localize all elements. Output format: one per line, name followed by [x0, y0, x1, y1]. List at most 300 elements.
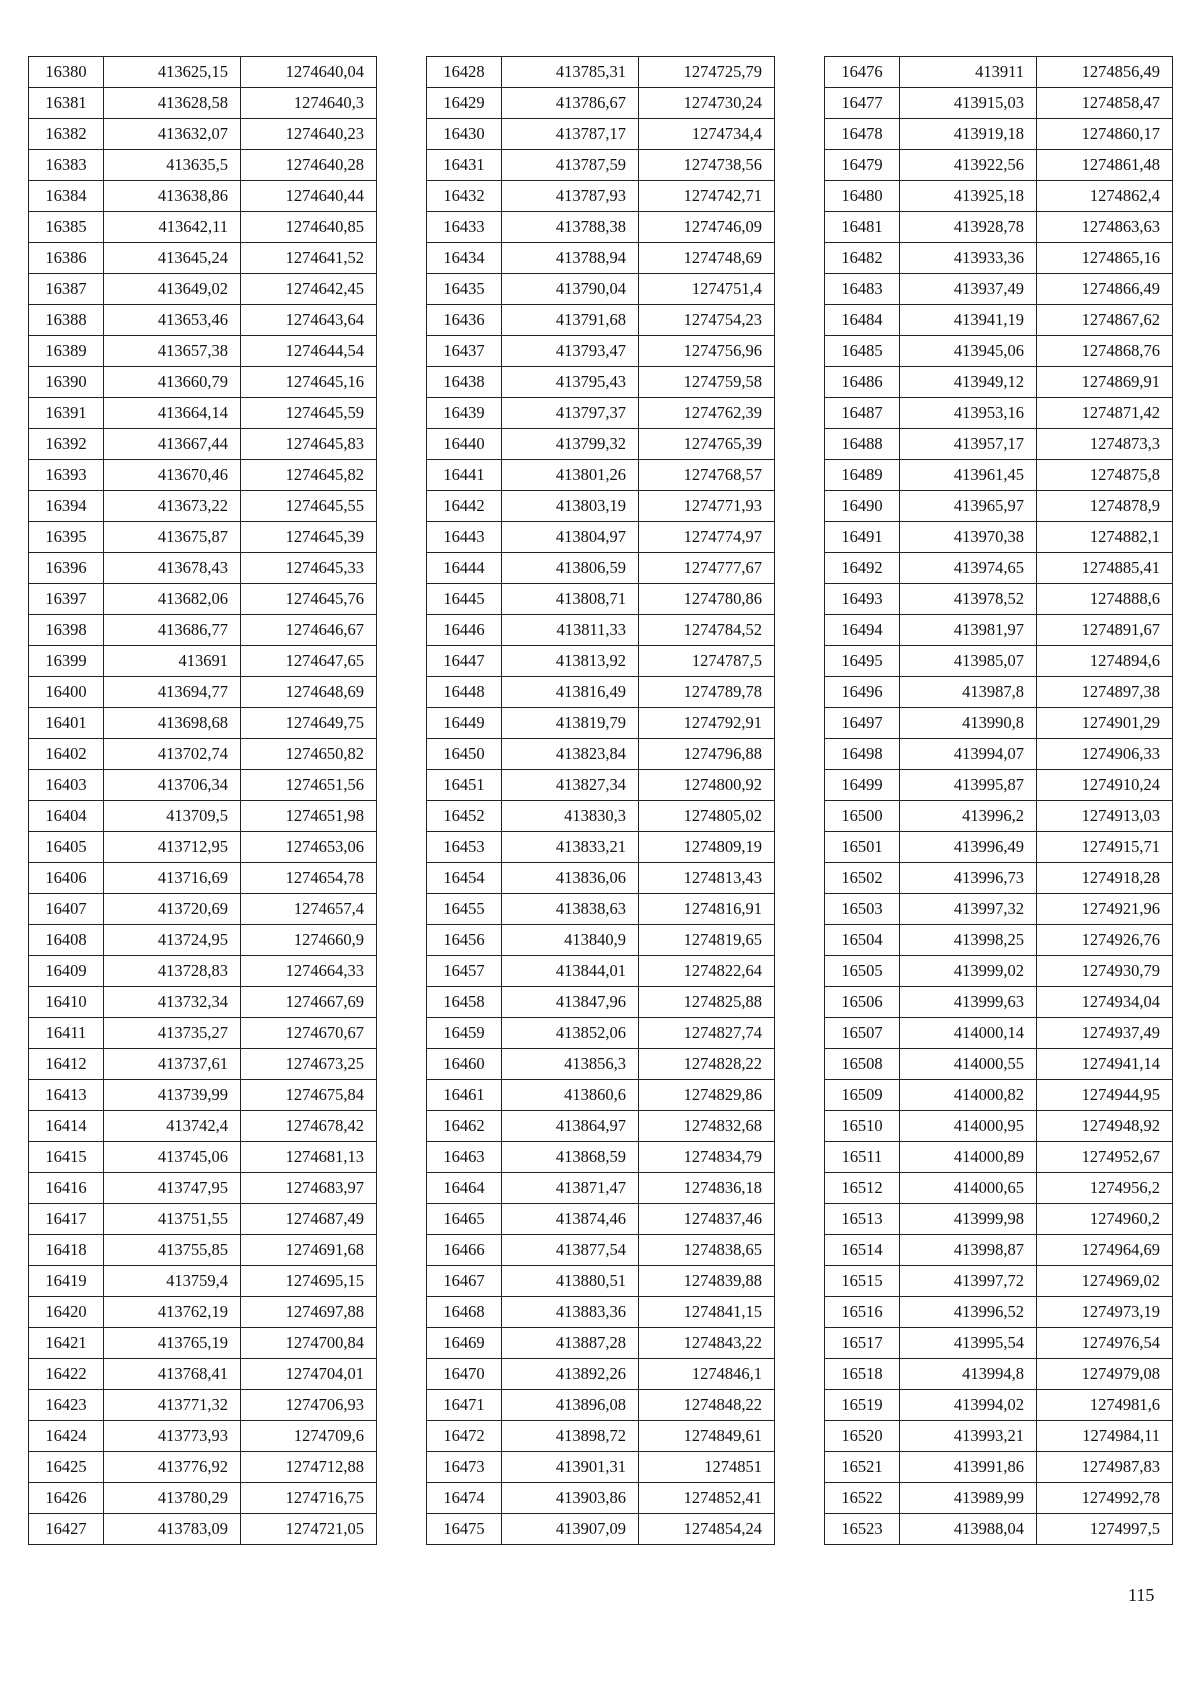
- y-coordinate-cell: 1274683,97: [241, 1173, 377, 1204]
- point-number-cell: 16431: [427, 150, 502, 181]
- x-coordinate-cell: 413892,26: [502, 1359, 639, 1390]
- point-number-cell: 16478: [825, 119, 900, 150]
- point-number-cell: 16395: [29, 522, 104, 553]
- x-coordinate-cell: 413691: [104, 646, 241, 677]
- x-coordinate-cell: 413868,59: [502, 1142, 639, 1173]
- table-row: [29, 460, 377, 491]
- point-number-cell: 16446: [427, 615, 502, 646]
- table-row: [825, 832, 1173, 863]
- table-row: [825, 150, 1173, 181]
- point-number-cell: 16421: [29, 1328, 104, 1359]
- table-row: [427, 398, 775, 429]
- point-number-cell: 16473: [427, 1452, 502, 1483]
- table-row: [29, 367, 377, 398]
- table-row: [29, 1483, 377, 1514]
- table-row: [29, 212, 377, 243]
- point-number-cell: 16498: [825, 739, 900, 770]
- x-coordinate-cell: 413996,2: [900, 801, 1037, 832]
- x-coordinate-cell: 413995,54: [900, 1328, 1037, 1359]
- x-coordinate-cell: 413991,86: [900, 1452, 1037, 1483]
- y-coordinate-cell: 1274871,42: [1037, 398, 1173, 429]
- x-coordinate-cell: 413993,21: [900, 1421, 1037, 1452]
- table-row: [825, 1111, 1173, 1142]
- y-coordinate-cell: 1274645,39: [241, 522, 377, 553]
- table-row: [29, 925, 377, 956]
- point-number-cell: 16517: [825, 1328, 900, 1359]
- x-coordinate-cell: 413998,25: [900, 925, 1037, 956]
- y-coordinate-cell: 1274742,71: [639, 181, 775, 212]
- x-coordinate-cell: 413987,8: [900, 677, 1037, 708]
- x-coordinate-cell: 413903,86: [502, 1483, 639, 1514]
- point-number-cell: 16422: [29, 1359, 104, 1390]
- table-row: [29, 1049, 377, 1080]
- table-row: [825, 429, 1173, 460]
- x-coordinate-cell: 413823,84: [502, 739, 639, 770]
- x-coordinate-cell: 413771,32: [104, 1390, 241, 1421]
- y-coordinate-cell: 1274756,96: [639, 336, 775, 367]
- point-number-cell: 16482: [825, 243, 900, 274]
- x-coordinate-cell: 413864,97: [502, 1111, 639, 1142]
- x-coordinate-cell: 413997,32: [900, 894, 1037, 925]
- x-coordinate-cell: 413911: [900, 57, 1037, 88]
- x-coordinate-cell: 413755,85: [104, 1235, 241, 1266]
- y-coordinate-cell: 1274934,04: [1037, 987, 1173, 1018]
- x-coordinate-cell: 413694,77: [104, 677, 241, 708]
- table-row: [29, 1514, 377, 1545]
- x-coordinate-cell: 413860,6: [502, 1080, 639, 1111]
- y-coordinate-cell: 1274891,67: [1037, 615, 1173, 646]
- x-coordinate-cell: 413990,8: [900, 708, 1037, 739]
- table-row: [825, 1080, 1173, 1111]
- point-number-cell: 16479: [825, 150, 900, 181]
- y-coordinate-cell: 1274822,64: [639, 956, 775, 987]
- point-number-cell: 16455: [427, 894, 502, 925]
- point-number-cell: 16470: [427, 1359, 502, 1390]
- y-coordinate-cell: 1274839,88: [639, 1266, 775, 1297]
- x-coordinate-cell: 413937,49: [900, 274, 1037, 305]
- x-coordinate-cell: 413838,63: [502, 894, 639, 925]
- y-coordinate-cell: 1274984,11: [1037, 1421, 1173, 1452]
- point-number-cell: 16467: [427, 1266, 502, 1297]
- x-coordinate-cell: 413702,74: [104, 739, 241, 770]
- point-number-cell: 16405: [29, 832, 104, 863]
- table-row: [825, 491, 1173, 522]
- point-number-cell: 16402: [29, 739, 104, 770]
- point-number-cell: 16383: [29, 150, 104, 181]
- y-coordinate-cell: 1274796,88: [639, 739, 775, 770]
- point-number-cell: 16430: [427, 119, 502, 150]
- table-row: [427, 1049, 775, 1080]
- x-coordinate-cell: 413745,06: [104, 1142, 241, 1173]
- point-number-cell: 16488: [825, 429, 900, 460]
- x-coordinate-cell: 413664,14: [104, 398, 241, 429]
- y-coordinate-cell: 1274832,68: [639, 1111, 775, 1142]
- x-coordinate-cell: 413915,03: [900, 88, 1037, 119]
- y-coordinate-cell: 1274987,83: [1037, 1452, 1173, 1483]
- y-coordinate-cell: 1274878,9: [1037, 491, 1173, 522]
- y-coordinate-cell: 1274645,76: [241, 584, 377, 615]
- table-row: [29, 150, 377, 181]
- point-number-cell: 16461: [427, 1080, 502, 1111]
- table-row: [29, 1452, 377, 1483]
- point-number-cell: 16505: [825, 956, 900, 987]
- table-row: [825, 1204, 1173, 1235]
- y-coordinate-cell: 1274901,29: [1037, 708, 1173, 739]
- x-coordinate-cell: 413698,68: [104, 708, 241, 739]
- y-coordinate-cell: 1274948,92: [1037, 1111, 1173, 1142]
- point-number-cell: 16403: [29, 770, 104, 801]
- point-number-cell: 16404: [29, 801, 104, 832]
- table-row: [427, 1421, 775, 1452]
- y-coordinate-cell: 1274941,14: [1037, 1049, 1173, 1080]
- point-number-cell: 16401: [29, 708, 104, 739]
- page-number: 115: [1128, 1585, 1155, 1605]
- y-coordinate-cell: 1274730,24: [639, 88, 775, 119]
- x-coordinate-cell: 413712,95: [104, 832, 241, 863]
- y-coordinate-cell: 1274721,05: [241, 1514, 377, 1545]
- point-number-cell: 16475: [427, 1514, 502, 1545]
- x-coordinate-cell: 413919,18: [900, 119, 1037, 150]
- table-row: [427, 1235, 775, 1266]
- table-row: [825, 1173, 1173, 1204]
- x-coordinate-cell: 413941,19: [900, 305, 1037, 336]
- table-row: [29, 1359, 377, 1390]
- table-row: [825, 739, 1173, 770]
- table-row: [427, 429, 775, 460]
- y-coordinate-cell: 1274894,6: [1037, 646, 1173, 677]
- y-coordinate-cell: 1274738,56: [639, 150, 775, 181]
- x-coordinate-cell: 413735,27: [104, 1018, 241, 1049]
- table-row: [825, 1142, 1173, 1173]
- x-coordinate-cell: 413833,21: [502, 832, 639, 863]
- table-row: [427, 1359, 775, 1390]
- x-coordinate-cell: 413628,58: [104, 88, 241, 119]
- point-number-cell: 16437: [427, 336, 502, 367]
- y-coordinate-cell: 1274704,01: [241, 1359, 377, 1390]
- x-coordinate-cell: 413836,06: [502, 863, 639, 894]
- table-body: [825, 57, 1173, 1545]
- y-coordinate-cell: 1274712,88: [241, 1452, 377, 1483]
- table-row: [825, 1297, 1173, 1328]
- y-coordinate-cell: 1274992,78: [1037, 1483, 1173, 1514]
- table-row: [825, 863, 1173, 894]
- x-coordinate-cell: 413871,47: [502, 1173, 639, 1204]
- point-number-cell: 16504: [825, 925, 900, 956]
- table-row: [427, 1390, 775, 1421]
- x-coordinate-cell: 413751,55: [104, 1204, 241, 1235]
- point-number-cell: 16417: [29, 1204, 104, 1235]
- table-row: [427, 553, 775, 584]
- x-coordinate-cell: 413675,87: [104, 522, 241, 553]
- table-row: [825, 88, 1173, 119]
- table-row: [427, 274, 775, 305]
- point-number-cell: 16381: [29, 88, 104, 119]
- y-coordinate-cell: 1274675,84: [241, 1080, 377, 1111]
- table-row: [427, 1080, 775, 1111]
- point-number-cell: 16481: [825, 212, 900, 243]
- point-number-cell: 16424: [29, 1421, 104, 1452]
- point-number-cell: 16501: [825, 832, 900, 863]
- x-coordinate-cell: 414000,55: [900, 1049, 1037, 1080]
- table-row: [427, 522, 775, 553]
- point-number-cell: 16444: [427, 553, 502, 584]
- y-coordinate-cell: 1274851: [639, 1452, 775, 1483]
- x-coordinate-cell: 413933,36: [900, 243, 1037, 274]
- point-number-cell: 16506: [825, 987, 900, 1018]
- y-coordinate-cell: 1274748,69: [639, 243, 775, 274]
- table-row: [825, 956, 1173, 987]
- point-number-cell: 16433: [427, 212, 502, 243]
- x-coordinate-cell: 413635,5: [104, 150, 241, 181]
- point-number-cell: 16523: [825, 1514, 900, 1545]
- y-coordinate-cell: 1274829,86: [639, 1080, 775, 1111]
- point-number-cell: 16463: [427, 1142, 502, 1173]
- table-row: [825, 987, 1173, 1018]
- x-coordinate-cell: 413957,17: [900, 429, 1037, 460]
- point-number-cell: 16477: [825, 88, 900, 119]
- y-coordinate-cell: 1274888,6: [1037, 584, 1173, 615]
- y-coordinate-cell: 1274645,82: [241, 460, 377, 491]
- y-coordinate-cell: 1274746,09: [639, 212, 775, 243]
- table-row: [825, 243, 1173, 274]
- table-row: [825, 460, 1173, 491]
- y-coordinate-cell: 1274765,39: [639, 429, 775, 460]
- y-coordinate-cell: 1274645,83: [241, 429, 377, 460]
- x-coordinate-cell: 413786,67: [502, 88, 639, 119]
- point-number-cell: 16393: [29, 460, 104, 491]
- y-coordinate-cell: 1274653,06: [241, 832, 377, 863]
- point-number-cell: 16426: [29, 1483, 104, 1514]
- table-row: [29, 181, 377, 212]
- table-row: [427, 336, 775, 367]
- table-row: [825, 336, 1173, 367]
- table-row: [427, 677, 775, 708]
- y-coordinate-cell: 1274861,48: [1037, 150, 1173, 181]
- x-coordinate-cell: 413840,9: [502, 925, 639, 956]
- point-number-cell: 16432: [427, 181, 502, 212]
- point-number-cell: 16492: [825, 553, 900, 584]
- point-number-cell: 16457: [427, 956, 502, 987]
- y-coordinate-cell: 1274650,82: [241, 739, 377, 770]
- point-number-cell: 16451: [427, 770, 502, 801]
- point-number-cell: 16443: [427, 522, 502, 553]
- y-coordinate-cell: 1274664,33: [241, 956, 377, 987]
- table-row: [29, 1111, 377, 1142]
- y-coordinate-cell: 1274918,28: [1037, 863, 1173, 894]
- x-coordinate-cell: 413887,28: [502, 1328, 639, 1359]
- y-coordinate-cell: 1274673,25: [241, 1049, 377, 1080]
- table-row: [825, 1514, 1173, 1545]
- table-row: [825, 770, 1173, 801]
- y-coordinate-cell: 1274774,97: [639, 522, 775, 553]
- y-coordinate-cell: 1274789,78: [639, 677, 775, 708]
- point-number-cell: 16516: [825, 1297, 900, 1328]
- y-coordinate-cell: 1274860,17: [1037, 119, 1173, 150]
- point-number-cell: 16453: [427, 832, 502, 863]
- table-row: [29, 1390, 377, 1421]
- x-coordinate-cell: 413797,37: [502, 398, 639, 429]
- x-coordinate-cell: 413922,56: [900, 150, 1037, 181]
- y-coordinate-cell: 1274866,49: [1037, 274, 1173, 305]
- point-number-cell: 16445: [427, 584, 502, 615]
- table-row: [427, 1142, 775, 1173]
- point-number-cell: 16414: [29, 1111, 104, 1142]
- table-row: [825, 708, 1173, 739]
- table-row: [29, 1328, 377, 1359]
- x-coordinate-cell: 413998,87: [900, 1235, 1037, 1266]
- x-coordinate-cell: 413813,92: [502, 646, 639, 677]
- table-row: [825, 1328, 1173, 1359]
- x-coordinate-cell: 413720,69: [104, 894, 241, 925]
- y-coordinate-cell: 1274944,95: [1037, 1080, 1173, 1111]
- point-number-cell: 16439: [427, 398, 502, 429]
- x-coordinate-cell: 413830,3: [502, 801, 639, 832]
- x-coordinate-cell: 413999,63: [900, 987, 1037, 1018]
- point-number-cell: 16458: [427, 987, 502, 1018]
- y-coordinate-cell: 1274841,15: [639, 1297, 775, 1328]
- y-coordinate-cell: 1274784,52: [639, 615, 775, 646]
- x-coordinate-cell: 413852,06: [502, 1018, 639, 1049]
- y-coordinate-cell: 1274816,91: [639, 894, 775, 925]
- y-coordinate-cell: 1274858,47: [1037, 88, 1173, 119]
- point-number-cell: 16398: [29, 615, 104, 646]
- table-row: [29, 1421, 377, 1452]
- y-coordinate-cell: 1274800,92: [639, 770, 775, 801]
- point-number-cell: 16485: [825, 336, 900, 367]
- x-coordinate-cell: 413667,44: [104, 429, 241, 460]
- table-row: [825, 1266, 1173, 1297]
- x-coordinate-cell: 413682,06: [104, 584, 241, 615]
- y-coordinate-cell: 1274825,88: [639, 987, 775, 1018]
- point-number-cell: 16382: [29, 119, 104, 150]
- table-row: [29, 801, 377, 832]
- coordinate-table-3: [824, 56, 1173, 1545]
- point-number-cell: 16427: [29, 1514, 104, 1545]
- table-row: [427, 708, 775, 739]
- x-coordinate-cell: 413997,72: [900, 1266, 1037, 1297]
- y-coordinate-cell: 1274960,2: [1037, 1204, 1173, 1235]
- table-row: [427, 1111, 775, 1142]
- y-coordinate-cell: 1274843,22: [639, 1328, 775, 1359]
- x-coordinate-cell: 413660,79: [104, 367, 241, 398]
- point-number-cell: 16399: [29, 646, 104, 677]
- x-coordinate-cell: 413856,3: [502, 1049, 639, 1080]
- y-coordinate-cell: 1274809,19: [639, 832, 775, 863]
- x-coordinate-cell: 413742,4: [104, 1111, 241, 1142]
- x-coordinate-cell: 413880,51: [502, 1266, 639, 1297]
- point-number-cell: 16465: [427, 1204, 502, 1235]
- y-coordinate-cell: 1274915,71: [1037, 832, 1173, 863]
- x-coordinate-cell: 413989,99: [900, 1483, 1037, 1514]
- table-row: [427, 491, 775, 522]
- x-coordinate-cell: 413928,78: [900, 212, 1037, 243]
- x-coordinate-cell: 413788,38: [502, 212, 639, 243]
- x-coordinate-cell: 413965,97: [900, 491, 1037, 522]
- y-coordinate-cell: 1274644,54: [241, 336, 377, 367]
- y-coordinate-cell: 1274882,1: [1037, 522, 1173, 553]
- point-number-cell: 16489: [825, 460, 900, 491]
- x-coordinate-cell: 413981,97: [900, 615, 1037, 646]
- point-number-cell: 16391: [29, 398, 104, 429]
- x-coordinate-cell: 414000,82: [900, 1080, 1037, 1111]
- x-coordinate-cell: 413791,68: [502, 305, 639, 336]
- point-number-cell: 16483: [825, 274, 900, 305]
- y-coordinate-cell: 1274780,86: [639, 584, 775, 615]
- y-coordinate-cell: 1274952,67: [1037, 1142, 1173, 1173]
- point-number-cell: 16480: [825, 181, 900, 212]
- x-coordinate-cell: 413907,09: [502, 1514, 639, 1545]
- table-row: [29, 863, 377, 894]
- table-row: [825, 615, 1173, 646]
- table-row: [427, 1297, 775, 1328]
- point-number-cell: 16500: [825, 801, 900, 832]
- y-coordinate-cell: 1274759,58: [639, 367, 775, 398]
- point-number-cell: 16486: [825, 367, 900, 398]
- point-number-cell: 16410: [29, 987, 104, 1018]
- y-coordinate-cell: 1274640,44: [241, 181, 377, 212]
- x-coordinate-cell: 413995,87: [900, 770, 1037, 801]
- y-coordinate-cell: 1274641,52: [241, 243, 377, 274]
- table-row: [29, 956, 377, 987]
- point-number-cell: 16510: [825, 1111, 900, 1142]
- x-coordinate-cell: 413724,95: [104, 925, 241, 956]
- x-coordinate-cell: 413985,07: [900, 646, 1037, 677]
- x-coordinate-cell: 413819,79: [502, 708, 639, 739]
- table-row: [427, 615, 775, 646]
- point-number-cell: 16407: [29, 894, 104, 925]
- y-coordinate-cell: 1274648,69: [241, 677, 377, 708]
- x-coordinate-cell: 413790,04: [502, 274, 639, 305]
- y-coordinate-cell: 1274642,45: [241, 274, 377, 305]
- table-row: [29, 894, 377, 925]
- y-coordinate-cell: 1274997,5: [1037, 1514, 1173, 1545]
- y-coordinate-cell: 1274706,93: [241, 1390, 377, 1421]
- point-number-cell: 16520: [825, 1421, 900, 1452]
- point-number-cell: 16514: [825, 1235, 900, 1266]
- table-row: [29, 739, 377, 770]
- table-row: [29, 119, 377, 150]
- y-coordinate-cell: 1274834,79: [639, 1142, 775, 1173]
- y-coordinate-cell: 1274813,43: [639, 863, 775, 894]
- x-coordinate-cell: 413970,38: [900, 522, 1037, 553]
- y-coordinate-cell: 1274836,18: [639, 1173, 775, 1204]
- point-number-cell: 16487: [825, 398, 900, 429]
- x-coordinate-cell: 413670,46: [104, 460, 241, 491]
- point-number-cell: 16503: [825, 894, 900, 925]
- y-coordinate-cell: 1274670,67: [241, 1018, 377, 1049]
- x-coordinate-cell: 413773,93: [104, 1421, 241, 1452]
- point-number-cell: 16468: [427, 1297, 502, 1328]
- table-row: [825, 1049, 1173, 1080]
- x-coordinate-cell: 413706,34: [104, 770, 241, 801]
- y-coordinate-cell: 1274865,16: [1037, 243, 1173, 274]
- x-coordinate-cell: 413953,16: [900, 398, 1037, 429]
- point-number-cell: 16420: [29, 1297, 104, 1328]
- point-number-cell: 16392: [29, 429, 104, 460]
- table-row: [427, 57, 775, 88]
- x-coordinate-cell: 413901,31: [502, 1452, 639, 1483]
- table-row: [427, 770, 775, 801]
- point-number-cell: 16423: [29, 1390, 104, 1421]
- y-coordinate-cell: 1274681,13: [241, 1142, 377, 1173]
- y-coordinate-cell: 1274848,22: [639, 1390, 775, 1421]
- y-coordinate-cell: 1274852,41: [639, 1483, 775, 1514]
- point-number-cell: 16452: [427, 801, 502, 832]
- x-coordinate-cell: 413996,49: [900, 832, 1037, 863]
- x-coordinate-cell: 413638,86: [104, 181, 241, 212]
- table-row: [427, 987, 775, 1018]
- x-coordinate-cell: 413847,96: [502, 987, 639, 1018]
